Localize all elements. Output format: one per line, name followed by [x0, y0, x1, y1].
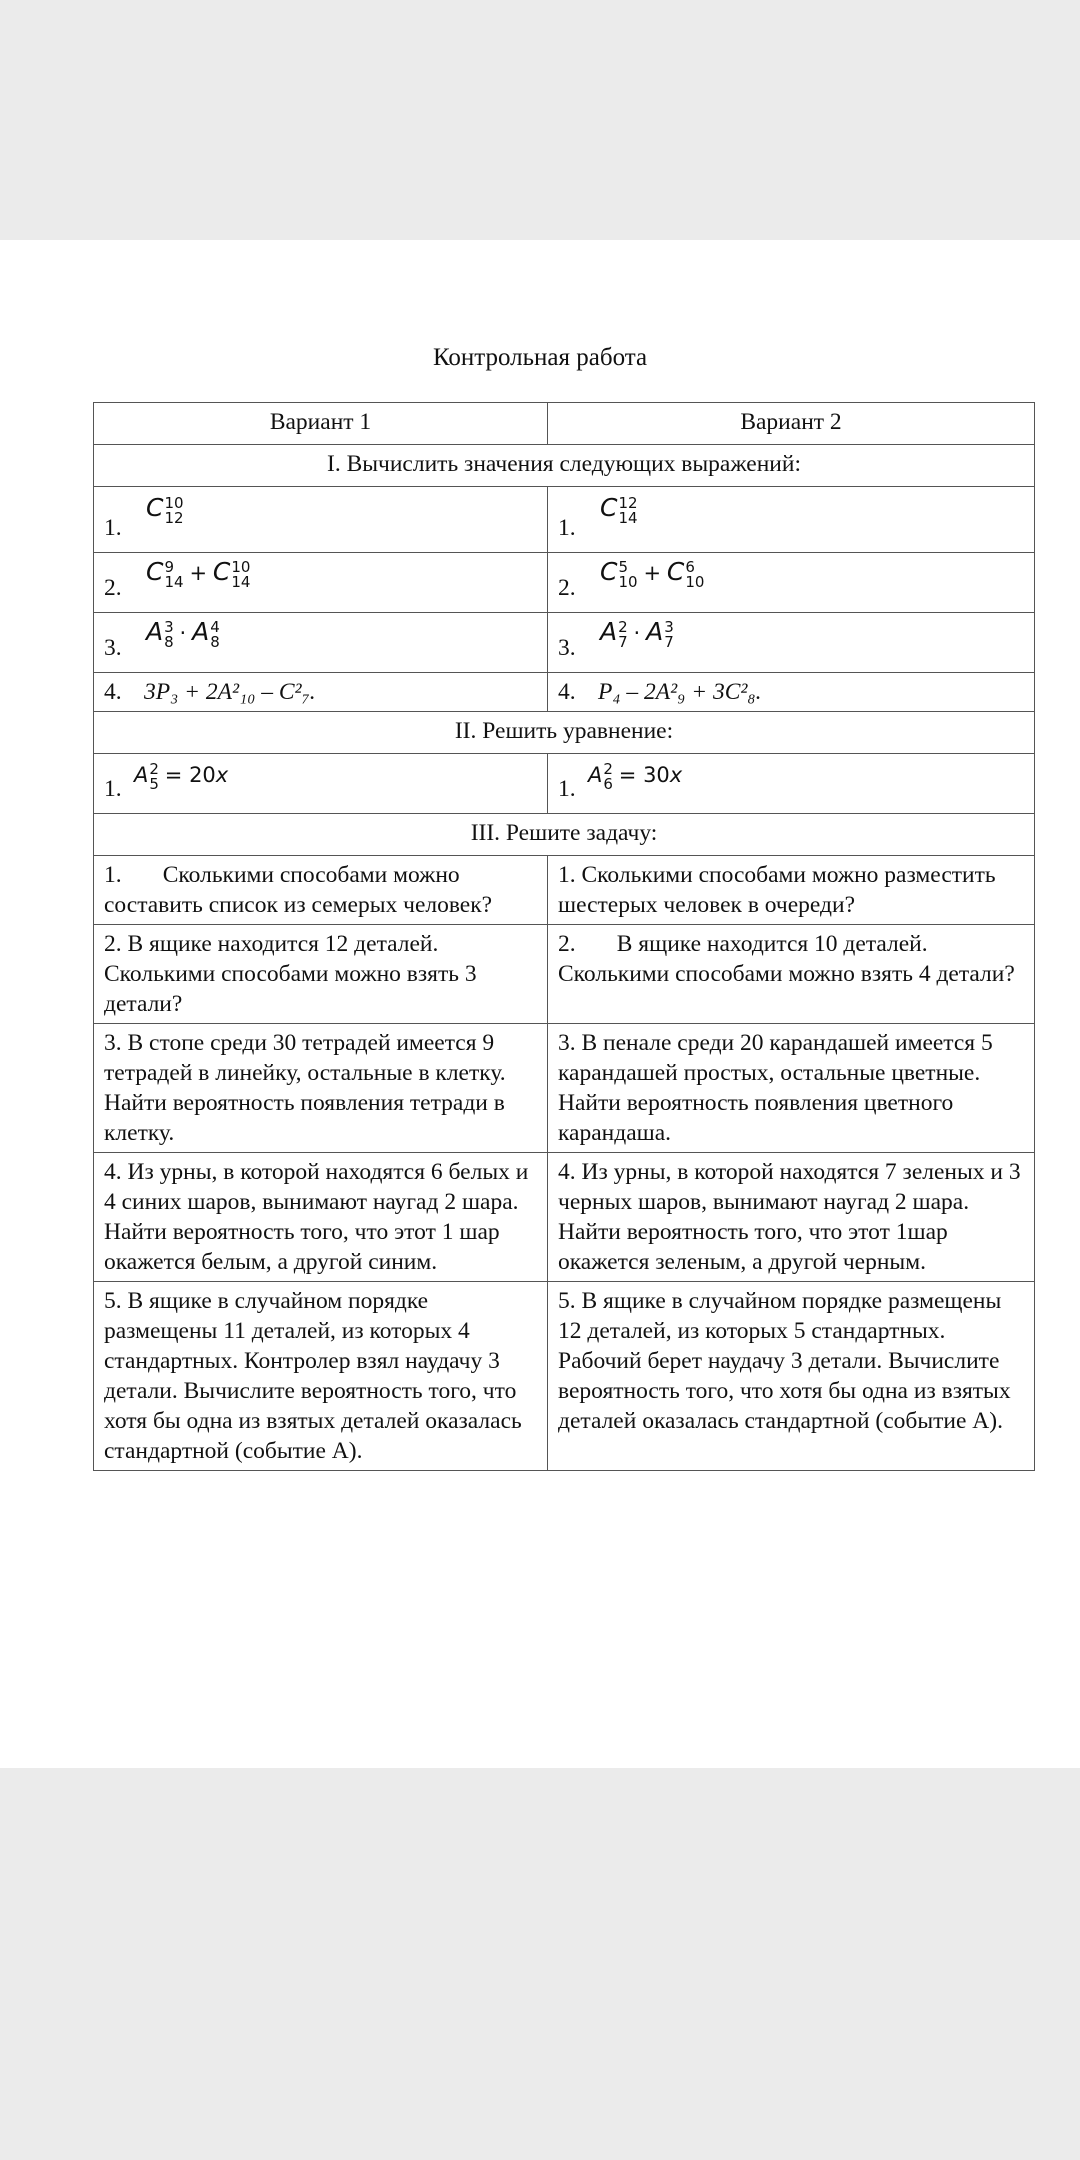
formula-sub: 7 — [618, 632, 628, 651]
section-2-title: II. Решить уравнение: — [94, 712, 1035, 754]
v1-expr-2: 2. C 9 14 + C 10 14 — [94, 553, 548, 613]
equation-var: x — [215, 763, 229, 787]
section-row — [94, 814, 1035, 856]
v2-expr-4 — [548, 673, 1035, 712]
v2-expr-2: 2. C 5 10 + C 6 10 — [548, 553, 1035, 613]
item-number: 2. — [104, 575, 122, 601]
equation-rhs: = 20 — [164, 763, 216, 787]
operator: + — [643, 561, 662, 585]
v1-task-4: 4. Из урны, в которой находятся 6 белых и 4 синих шаров, вынимают наугад 2 шара. Найти вероятность того, что этот 1 шар окажется белым, а другой синим. — [94, 1153, 548, 1282]
formula-sup: 6 — [685, 557, 695, 576]
table-row — [94, 1282, 1035, 1471]
formula-base: C — [600, 493, 618, 522]
header-variant-2: Вариант 2 — [548, 403, 1035, 445]
v1-equation: 1. A 2 5 = 20x — [94, 754, 548, 814]
table-row — [94, 673, 1035, 712]
equation-rhs: = 30 — [618, 763, 670, 787]
item-number: 2. — [558, 575, 576, 601]
operator: · — [179, 621, 187, 645]
formula-sub: 7 — [664, 632, 674, 651]
table-row — [94, 613, 1035, 673]
v2-task-2: 2. В ящике находится 10 деталей. Сколькими способами можно взять 4 детали? — [548, 925, 1035, 1024]
table-row — [94, 553, 1035, 613]
v1-task-5: 5. В ящике в случайном порядке размещены 11 деталей, из которых 4 стандартных. Контролер взял наудачу 3 детали. Вычислите вероятность того, что хотя бы одна из взятых деталей оказалась стандартной (событие А). — [94, 1282, 548, 1471]
formula-sup: 10 — [231, 557, 251, 576]
page-title: Контрольная работа — [432, 344, 648, 371]
formula-sub: 8 — [164, 632, 174, 651]
document-page — [0, 240, 1080, 1768]
formula-sup: 3 — [664, 617, 674, 636]
formula-sup: 5 — [618, 557, 629, 576]
v1-expr-1 — [94, 487, 548, 553]
formula-sub: 10 — [685, 572, 705, 591]
v1-task-1: 1. Сколькими способами можно составить список из семерых человек? — [94, 856, 548, 925]
formula-sub: 10 — [618, 572, 638, 591]
section-3-title: III. Решите задачу: — [94, 814, 1035, 856]
formula-sub: 5 — [149, 774, 159, 793]
formula-sup: 12 — [618, 493, 638, 512]
section-row — [94, 712, 1035, 754]
formula-sub: 14 — [164, 572, 184, 591]
table-row — [94, 487, 1035, 553]
table-row — [94, 925, 1035, 1024]
v2-task-4: 4. Из урны, в которой находятся 7 зеленых и 3 черных шаров, вынимают наугад 2 шара. Найти вероятность того, что этот 1шар окажется зеленым, а другой черным. — [548, 1153, 1035, 1282]
formula-sup: 2 — [618, 617, 628, 636]
section-row — [94, 445, 1035, 487]
formula-sup: 4 — [210, 617, 220, 636]
header-row — [94, 403, 1035, 445]
item-number: 1. — [558, 776, 576, 802]
item-number: 4. — [104, 679, 122, 705]
item-number: 4. — [558, 679, 576, 705]
table-row — [94, 1024, 1035, 1153]
v2-task-5: 5. В ящике в случайном порядке размещены 12 деталей, из которых 5 стандартных. Рабочий берет наудачу 3 детали. Вычислите вероятность того, что хотя бы одна из взятых деталей оказалась стандартной (событие А). — [548, 1282, 1035, 1471]
v1-expr-4 — [94, 673, 548, 712]
formula-sup: 10 — [164, 493, 184, 512]
v1-expr-3: 3. A 3 8 · A 4 8 — [94, 613, 548, 673]
item-number: 3. — [558, 635, 576, 661]
v2-equation: 1. A 2 6 = 30x — [548, 754, 1035, 814]
table-row — [94, 754, 1035, 814]
formula-sub: 8 — [210, 632, 220, 651]
table-row — [94, 1153, 1035, 1282]
formula-sup: 2 — [149, 759, 159, 778]
v2-expr-3: 3. A 2 7 · A 3 7 — [548, 613, 1035, 673]
section-1-title: I. Вычислить значения следующих выражений: — [94, 445, 1035, 487]
formula-text: 3P₃ + 2A²₁₀ – C²₇. — [144, 679, 316, 705]
formula-sub: 6 — [603, 774, 613, 793]
item-number: 1. — [558, 515, 576, 541]
test-table — [93, 402, 1035, 1471]
formula-base: C — [146, 493, 164, 522]
table-row — [94, 856, 1035, 925]
equation-var: x — [669, 763, 683, 787]
v1-task-3: 3. В стопе среди 30 тетрадей имеется 9 тетрадей в линейку, остальные в клетку. Найти вероятность появления тетради в клетку. — [94, 1024, 548, 1153]
header-variant-1: Вариант 1 — [94, 403, 548, 445]
formula-sup: 2 — [603, 759, 613, 778]
v2-task-3: 3. В пенале среди 20 карандашей имеется 5 карандашей простых, остальные цветные. Найти вероятность появления цветного карандаша. — [548, 1024, 1035, 1153]
v2-task-1: 1. Сколькими способами можно разместить шестерых человек в очереди? — [548, 856, 1035, 925]
formula-sup: 9 — [164, 557, 175, 576]
operator: + — [189, 561, 208, 585]
formula-sub: 12 — [164, 508, 184, 527]
operator: · — [633, 621, 641, 645]
item-number: 3. — [104, 635, 122, 661]
formula-sub: 14 — [231, 572, 251, 591]
formula-text: P₄ – 2A²₉ + 3C²₈. — [598, 679, 762, 705]
item-number: 1. — [104, 776, 122, 802]
v2-expr-1 — [548, 487, 1035, 553]
formula-sub: 14 — [618, 508, 638, 527]
formula-sup: 3 — [164, 617, 174, 636]
item-number: 1. — [104, 515, 122, 541]
v1-task-2: 2. В ящике находится 12 деталей. Сколькими способами можно взять 3 детали? — [94, 925, 548, 1024]
